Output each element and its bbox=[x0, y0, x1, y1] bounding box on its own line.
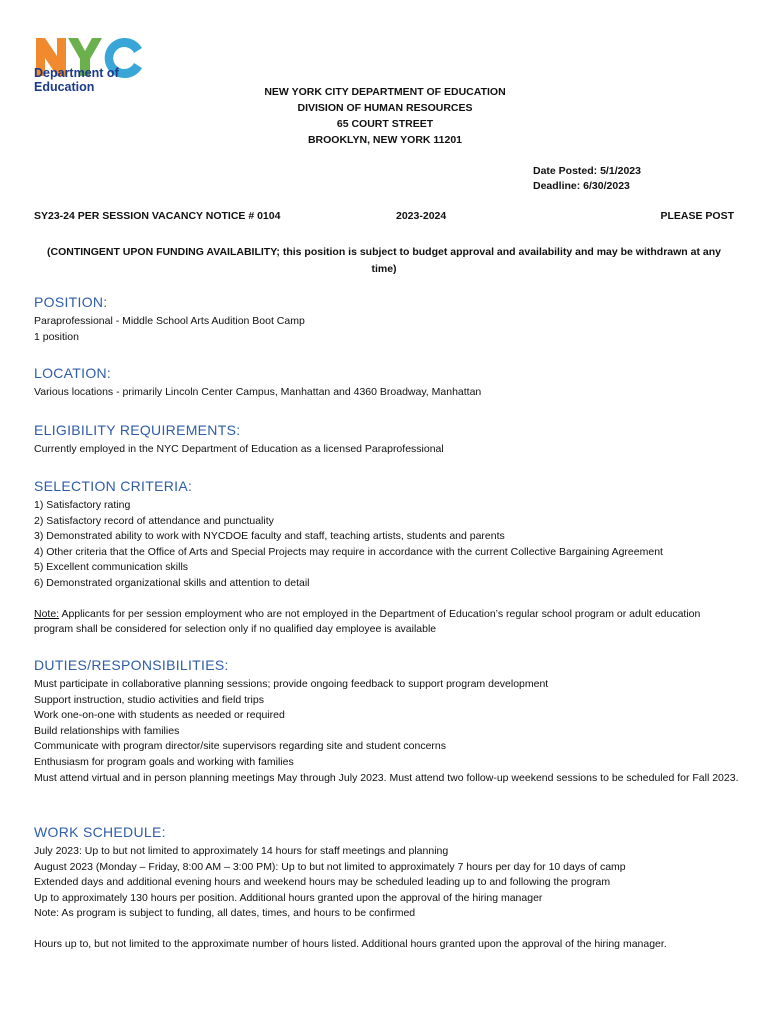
note-text: Applicants for per session employment who are not employed in the Department of Education’s regular school program or adult education program shall be considered for selection only if no qualified day employee is available bbox=[34, 607, 701, 636]
schedule-item: Up to approximately 130 hours per position. Additional hours granted upon the approval of the hiring manager bbox=[34, 891, 543, 904]
criteria-item: 6) Demonstrated organizational skills and attention to detail bbox=[34, 576, 310, 589]
criteria-item: 3) Demonstrated ability to work with NYCDOE faculty and staff, teaching artists, students and parents bbox=[34, 530, 505, 543]
duty-item: Enthusiasm for program goals and working with families bbox=[34, 755, 294, 768]
duty-item: Must attend virtual and in person planning meetings May through July 2023. Must attend two follow-up weekend sessions to be scheduled for Fall 2023. bbox=[34, 771, 739, 784]
logo-line-1: Department of bbox=[34, 66, 119, 80]
section-title: SELECTION CRITERIA: bbox=[34, 478, 193, 494]
section-title: WORK SCHEDULE: bbox=[34, 824, 166, 840]
logo-line-2: Education bbox=[34, 80, 95, 94]
section-title: ELIGIBILITY REQUIREMENTS: bbox=[34, 422, 241, 438]
please-post: PLEASE POST bbox=[660, 210, 734, 222]
duty-item: Must participate in collaborative planning sessions; provide ongoing feedback to support program development bbox=[34, 678, 549, 690]
work-schedule-section bbox=[34, 824, 739, 953]
notice-year: 2023-2024 bbox=[396, 210, 447, 222]
duty-item: Work one-on-one with students as needed or required bbox=[34, 709, 285, 722]
criteria-item: 5) Excellent communication skills bbox=[34, 561, 189, 574]
duty-item: Build relationships with families bbox=[34, 724, 180, 737]
selection-criteria-section bbox=[34, 478, 739, 638]
schedule-item: July 2023: Up to but not limited to approximately 14 hours for staff meetings and planning bbox=[34, 845, 449, 857]
section-title: DUTIES/RESPONSIBILITIES: bbox=[34, 657, 229, 673]
position-line: Paraprofessional - Middle School Arts Audition Boot Camp bbox=[34, 315, 305, 327]
header-line-4: BROOKLYN, NEW YORK 11201 bbox=[307, 134, 463, 146]
eligibility-line: Currently employed in the NYC Department of Education as a licensed Paraprofessional bbox=[34, 443, 444, 455]
notice-title: SY23-24 PER SESSION VACANCY NOTICE # 0104 bbox=[34, 210, 281, 222]
deadline: Deadline: 6/30/2023 bbox=[533, 180, 630, 192]
duties-section bbox=[34, 657, 739, 786]
header-line-2: DIVISION OF HUMAN RESOURCES bbox=[297, 102, 473, 114]
selection-note bbox=[34, 607, 739, 638]
section-title: LOCATION: bbox=[34, 365, 112, 381]
schedule-footer: Hours up to, but not limited to the approximate number of hours listed. Additional hours granted upon the approval of the hiring manager. bbox=[34, 937, 667, 950]
criteria-item: 1) Satisfactory rating bbox=[34, 499, 131, 511]
schedule-item: Extended days and additional evening hours and weekend hours may be scheduled leading up to and following the program bbox=[34, 876, 611, 889]
eligibility-section bbox=[34, 422, 739, 458]
contingent-notice: (CONTINGENT UPON FUNDING AVAILABILITY; this position is subject to budget approval and availability and may be withdrawn at any time) bbox=[46, 246, 721, 275]
office-address-header bbox=[0, 84, 770, 148]
criteria-item: 4) Other criteria that the Office of Arts and Special Projects may require in accordance with the current Collective Bargaining Agreement bbox=[34, 545, 663, 558]
notice-row bbox=[34, 210, 734, 225]
location-section bbox=[34, 365, 739, 401]
duty-item: Support instruction, studio activities and field trips bbox=[34, 693, 264, 706]
date-posted: Date Posted: 5/1/2023 bbox=[533, 165, 641, 177]
position-line: 1 position bbox=[34, 330, 79, 343]
section-title: POSITION: bbox=[34, 294, 108, 310]
header-line-3: 65 COURT STREET bbox=[336, 118, 434, 130]
criteria-item: 2) Satisfactory record of attendance and punctuality bbox=[34, 514, 274, 527]
note-label: Note: bbox=[34, 607, 60, 620]
position-section bbox=[34, 294, 739, 345]
schedule-item: August 2023 (Monday – Friday, 8:00 AM – 3:00 PM): Up to but not limited to approximately 7 hours per day for 10 days of camp bbox=[34, 860, 626, 873]
duty-item: Communicate with program director/site supervisors regarding site and student concerns bbox=[34, 740, 447, 753]
schedule-item: Note: As program is subject to funding, all dates, times, and hours to be confirmed bbox=[34, 907, 416, 920]
header-line-1: NEW YORK CITY DEPARTMENT OF EDUCATION bbox=[264, 86, 506, 98]
location-line: Various locations - primarily Lincoln Center Campus, Manhattan and 4360 Broadway, Manhattan bbox=[34, 386, 482, 398]
posting-dates bbox=[533, 164, 641, 194]
